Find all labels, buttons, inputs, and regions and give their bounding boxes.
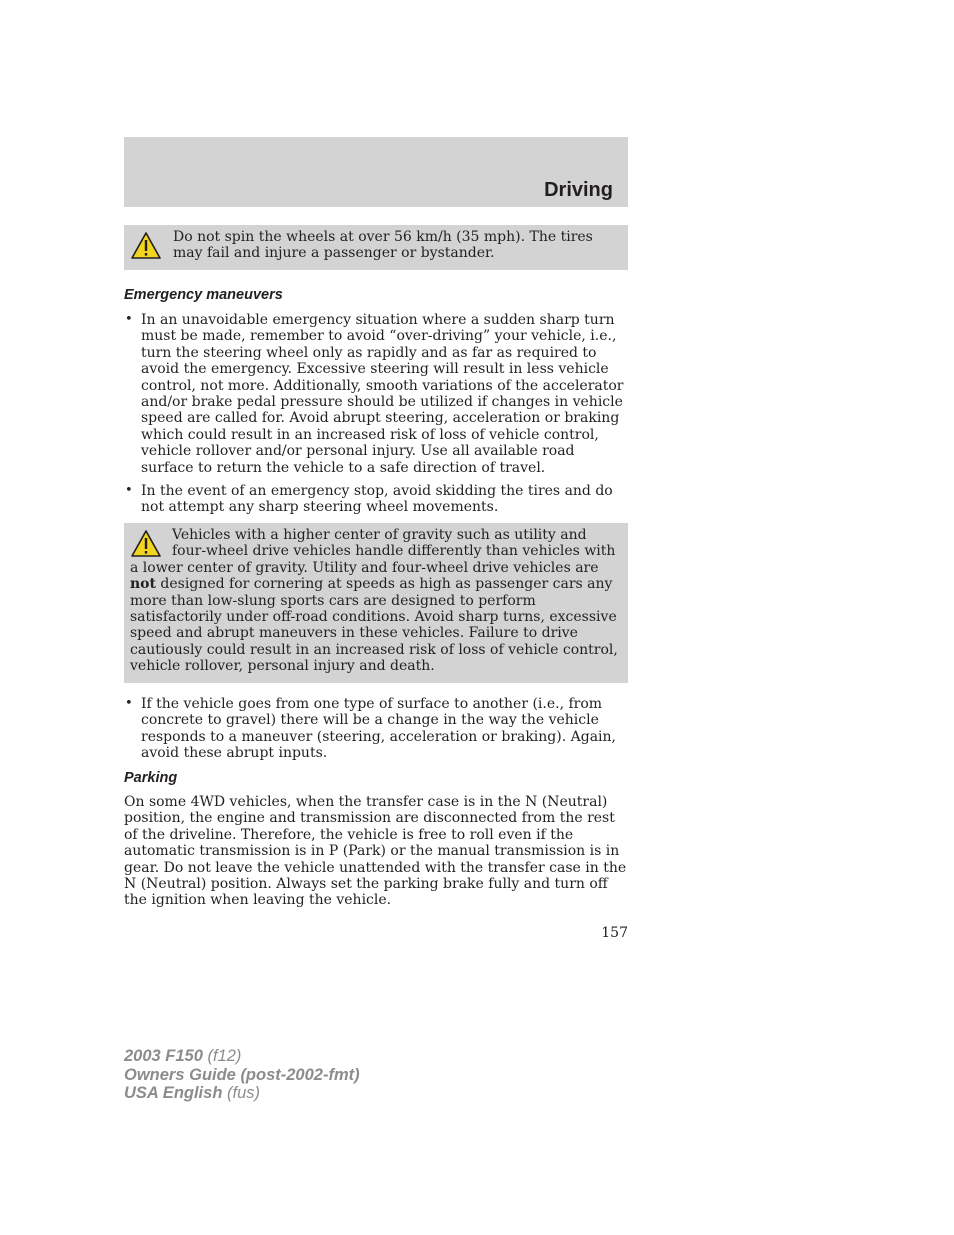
warning-text-part: Vehicles with a higher center of gravity such as utility and four-wheel drive vehicles handle differently than vehicles with a lower center of gravity. Utility and four-wheel drive vehicles are	[130, 527, 616, 576]
bullet-dot: •	[125, 483, 133, 499]
footer-line-guide	[124, 1066, 360, 1085]
heading-parking: Parking	[124, 770, 178, 786]
emergency-bullet-list	[124, 312, 628, 523]
document-footer	[124, 1047, 360, 1103]
bullet-text: In the event of an emergency stop, avoid skidding the tires and do not attempt any sharp steering wheel movements.	[141, 483, 613, 516]
footer-line-model	[124, 1047, 360, 1066]
list-item	[124, 312, 628, 476]
warning-text-part: designed for cornering at speeds as high as passenger cars any more than low-slung sports cars are designed to perform satisfactorily under off-road conditions. Avoid sharp turns, excessive speed and abrupt maneuvers in these vehicles. Failure to drive cautiously could result in an increased risk of loss of vehicle control, vehicle rollover, personal injury and death.	[130, 576, 618, 675]
heading-emergency-maneuvers: Emergency maneuvers	[124, 287, 283, 303]
warning-text: Do not spin the wheels at over 56 km/h (35 mph). The tires may fail and injure a passenger or bystander.	[173, 229, 593, 262]
list-item	[124, 483, 628, 516]
surface-bullet-list	[124, 696, 628, 769]
footer-model: 2003 F150	[124, 1047, 203, 1065]
list-item	[124, 696, 628, 762]
warning-text	[130, 527, 620, 675]
page-number: 157	[601, 925, 628, 941]
warning-box-center-of-gravity	[124, 523, 628, 683]
bullet-dot: •	[125, 312, 133, 327]
footer-model-code: (f12)	[202, 1047, 242, 1065]
section-header-band	[124, 137, 628, 207]
warning-emphasis: not	[130, 576, 156, 593]
warning-triangle-icon	[130, 529, 162, 559]
warning-box-wheel-spin	[124, 225, 628, 270]
bullet-text: If the vehicle goes from one type of surface to another (i.e., from concrete to gravel) there will be a change in the way the vehicle responds to a maneuver (steering, acceleration or braking). Again, avoid these abrupt inputs.	[141, 696, 616, 762]
footer-line-language	[124, 1084, 360, 1103]
section-title: Driving	[544, 179, 613, 201]
bullet-dot: •	[125, 696, 133, 711]
footer-language-code: (fus)	[222, 1084, 260, 1102]
parking-paragraph: On some 4WD vehicles, when the transfer case is in the N (Neutral) position, the engine and transmission are disconnected from the rest of the driveline. Therefore, the vehicle is free to roll even if the automatic transmission is in P (Park) or the manual transmission is in gear. Do not leave the vehicle unattended with the transfer case in the N (Neutral) position. Always set the parking brake fully and turn off the ignition when leaving the vehicle.	[124, 794, 627, 909]
footer-language: USA English	[124, 1084, 223, 1102]
bullet-text: In an unavoidable emergency situation where a sudden sharp turn must be made, remember to avoid “over-driving” your vehicle, i.e., turn the steering wheel only as rapidly and as far as required to avoid the emergency. Excessive steering will result in less vehicle control, not more. Additionally, smooth variations of the accelerator and/or brake pedal pressure should be utilized if changes in vehicle speed are called for. Avoid abrupt steering, acceleration or braking which could result in an increased risk of loss of vehicle control, vehicle rollover and/or personal injury. Use all available road surface to return the vehicle to a safe direction of travel.	[141, 312, 624, 476]
warning-triangle-icon	[130, 231, 162, 261]
footer-guide: Owners Guide (post-2002-fmt)	[124, 1065, 360, 1084]
